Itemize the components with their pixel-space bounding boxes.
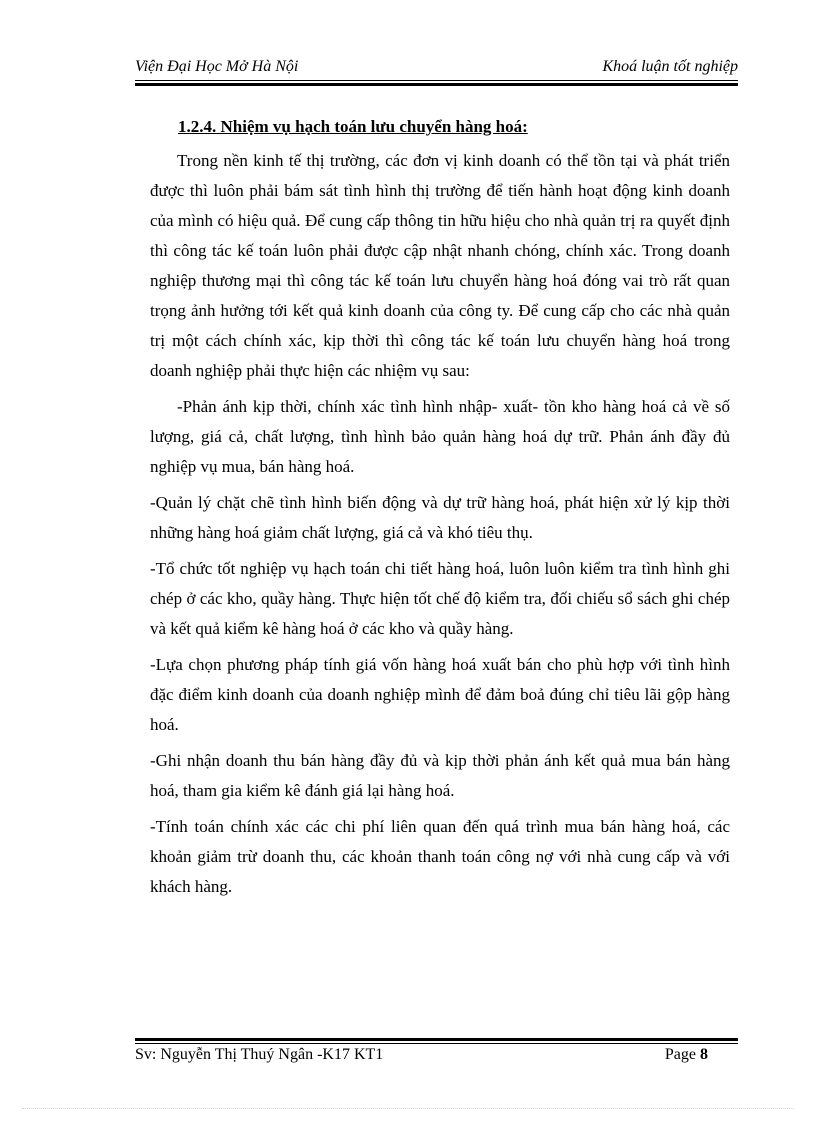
task-item-manage: -Quản lý chặt chẽ tình hình biến động và dự trữ hàng hoá, phát hiện xử lý kịp thời những hàng hoá giảm chất lượng, giá cả và khó tiêu thụ. — [150, 493, 730, 542]
page-label: Page — [664, 1046, 696, 1063]
task-item-revenue: -Ghi nhận doanh thu bán hàng đầy đủ và kịp thời phản ánh kết quả mua bán hàng hoá, tham gia kiểm kê đánh giá lại hàng hoá. — [150, 751, 730, 800]
page-number: 8 — [700, 1046, 708, 1063]
intro-paragraph: Trong nền kinh tế thị trường, các đơn vị kinh doanh có thể tồn tại và phát triển được thì luôn phải bám sát tình hình thị trường để tiến hành hoạt động kinh doanh của mình có hiệu quả. Để cung cấp thông tin hữu hiệu cho nhà quản trị ra quyết định thì công tác kế toán luôn phải được cập nhật nhanh chóng, chính xác. Trong doanh nghiệp thương mại thì công tác kế toán lưu chuyển hàng hoá đóng vai trò rất quan trọng ảnh hưởng tới kết quả kinh doanh của công ty. Để cung cấp cho các nhà quản trị một cách chính xác, kịp thời thì công tác kế toán lưu chuyển hàng hoá trong doanh nghiệp phải thực hiện các nhiệm vụ sau: — [150, 151, 730, 380]
page-body — [150, 112, 730, 908]
task-item-expenses: -Tính toán chính xác các chi phí liên quan đến quá trình mua bán hàng hoá, các khoản giảm trừ doanh thu, các khoản thanh toán công nợ với nhà cung cấp và với khách hàng. — [150, 817, 730, 896]
header-divider-thick — [135, 83, 738, 86]
task-item-organize: -Tổ chức tốt nghiệp vụ hạch toán chi tiết hàng hoá, luôn luôn kiểm tra tình hình ghi chép ở các kho, quầy hàng. Thực hiện tốt chế độ kiểm tra, đối chiếu sổ sách ghi chép và kết quả kiểm kê hàng hoá ở các kho và quầy hàng. — [150, 559, 730, 638]
page-header — [135, 56, 738, 80]
header-institution: Viện Đại Học Mở Hà Nội — [135, 58, 299, 75]
footer-divider-thin — [135, 1043, 738, 1044]
task-item-reflect: -Phản ánh kịp thời, chính xác tình hình nhập- xuất- tồn kho hàng hoá cả về số lượng, giá cả, chất lượng, tình hình bảo quản hàng hoá dự trữ. Phản ánh đầy đủ nghiệp vụ mua, bán hàng hoá. — [150, 397, 730, 476]
header-divider-thin — [135, 80, 738, 81]
footer-page-indicator — [665, 1046, 708, 1064]
footer-student-info: Sv: Nguyễn Thị Thuý Ngân -K17 KT1 — [135, 1046, 384, 1063]
page-bottom-edge — [22, 1108, 794, 1109]
footer-divider-thick — [135, 1038, 738, 1041]
header-document-type: Khoá luận tốt nghiệp — [602, 58, 738, 75]
section-heading: 1.2.4. Nhiệm vụ hạch toán lưu chuyển hàng hoá: — [178, 117, 528, 136]
task-item-cost-method: -Lựa chọn phương pháp tính giá vốn hàng hoá xuất bán cho phù hợp với tình hình đặc điểm kinh doanh của doanh nghiệp mình để đảm boả đúng chỉ tiêu lãi gộp hàng hoá. — [150, 655, 730, 734]
